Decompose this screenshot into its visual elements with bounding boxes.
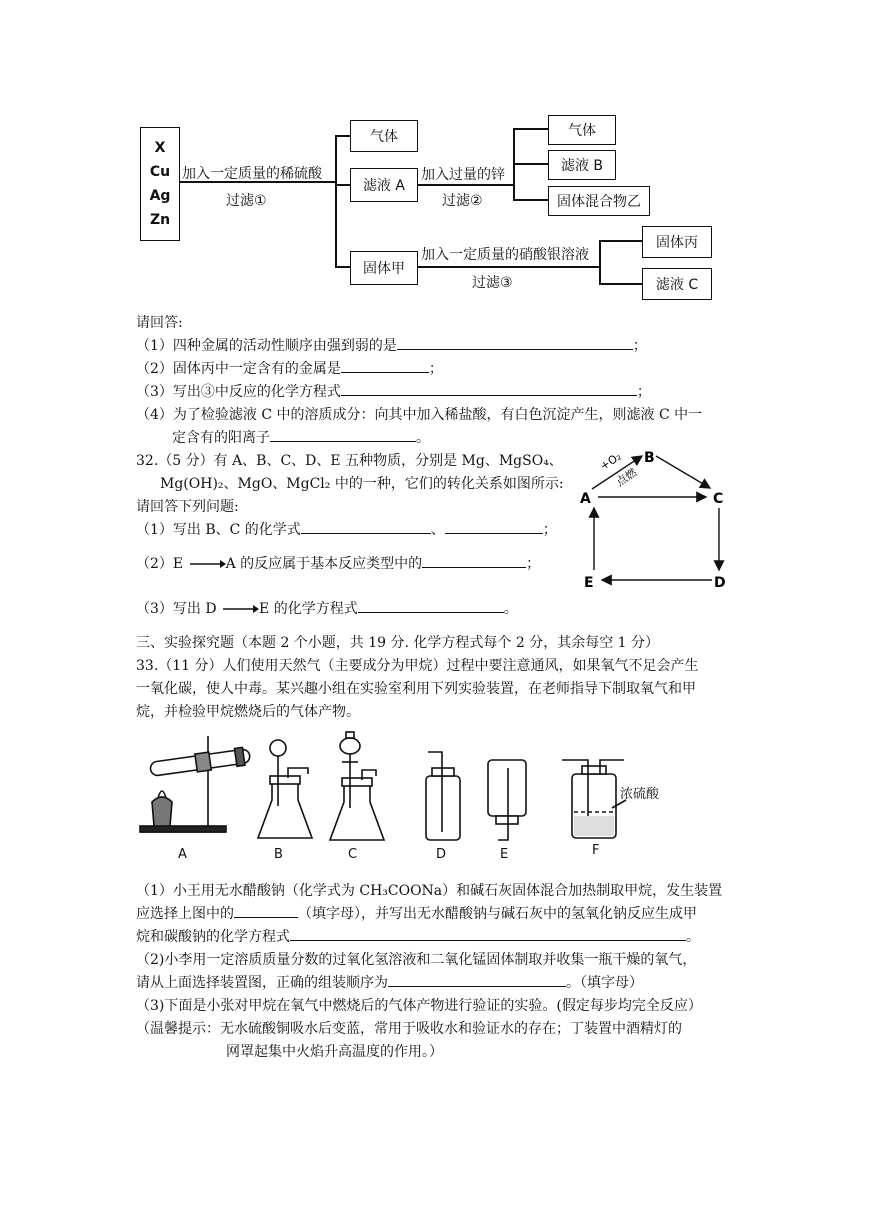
right-arrow-icon <box>221 604 259 614</box>
q33-sub-2-line-1: （2)小李用一定溶质质量分数的过氧化氢溶液和二氧化锰固体制取并收集一瓶干燥的氧气， <box>136 952 697 968</box>
q33-line-2: 一氧化碳，使人中毒。某兴趣小组在实验室利用下列实验装置，在老师指导下制取氧气和甲 <box>136 681 696 697</box>
solid-jia-box: 固体甲 <box>350 251 418 285</box>
apparatus-label-f: F <box>592 843 600 858</box>
step2-label: 加入过量的锌 <box>421 167 505 183</box>
q31-prompt: 请回答: <box>136 315 183 331</box>
gas-box-1: 气体 <box>350 120 418 152</box>
apparatus-label-a: A <box>178 847 187 862</box>
node-c: C <box>713 491 724 507</box>
q31-item-4-cont: 定含有的阳离子 。 <box>172 427 430 447</box>
answer-blank[interactable] <box>445 519 543 534</box>
q33-tip-line-2: 网罩起集中火焰升高温度的作用。） <box>226 1044 443 1060</box>
arrow-label-ignite: 点燃 <box>613 465 640 489</box>
answer-blank[interactable] <box>388 972 566 987</box>
q32-line-1: 32.（5 分）有 A、B、C、D、E 五种物质，分别是 Mg、MgSO₄、 <box>136 453 563 469</box>
gas-box-2: 气体 <box>548 115 616 145</box>
apparatus-label-d: D <box>436 847 447 862</box>
q33-tip-line-1: （温馨提示：无水硫酸铜吸水后变蓝，常用于吸收水和验证水的存在；丁装置中酒精灯的 <box>136 1021 682 1037</box>
step2-filter: 过滤② <box>442 193 483 209</box>
metal-zn: Zn <box>149 212 171 228</box>
q31-item-1: （1）四种金属的活动性顺序由强到弱的是 ； <box>136 335 647 355</box>
node-a: A <box>580 491 591 507</box>
metal-cu: Cu <box>149 164 171 180</box>
step1-filter: 过滤① <box>226 193 267 209</box>
answer-blank[interactable] <box>358 598 504 613</box>
conversion-diagram <box>572 444 742 604</box>
answer-blank[interactable] <box>397 335 633 350</box>
metals-box <box>140 127 180 241</box>
answer-blank[interactable] <box>290 926 686 941</box>
q31-item-4: （4）为了检验滤液 C 中的溶质成分：向其中加入稀盐酸，有白色沉淀产生，则滤液 C 中一 <box>136 407 703 423</box>
q33-sub-1-line-1: （1）小王用无水醋酸钠（化学式为 CH₃COONa）和碱石灰固体混合加热制取甲烷，发生装置 <box>136 883 723 899</box>
answer-blank[interactable] <box>234 903 298 918</box>
filtrate-a-box: 滤液 A <box>350 168 418 202</box>
metal-x: X <box>154 140 166 156</box>
q33-sub-2-line-2: 请从上面选择装置图，正确的组装顺序为 。（填字母） <box>136 972 643 992</box>
q33-line-1: 33.（11 分）人们使用天然气（主要成分为甲烷）过程中要注意通风，如果氧气不足会产生 <box>136 658 699 674</box>
answer-blank[interactable] <box>341 358 429 373</box>
apparatus-label-b: B <box>274 847 283 862</box>
answer-blank[interactable] <box>422 553 526 568</box>
section-3-heading: 三、实验探究题（本题 2 个小题，共 19 分. 化学方程式每个 2 分，其余每空 1 分） <box>136 635 660 651</box>
q31-item-3: （3）写出③中反应的化学方程式 ； <box>136 381 651 401</box>
arrow-label-o2: +O₂ <box>597 449 624 473</box>
q32-sub-2: （2）E A 的反应属于基本反应类型中的 ； <box>136 553 540 573</box>
solid-bing-box: 固体丙 <box>642 226 712 258</box>
q32-sub-1: （1）写出 B、C 的化学式 、 ； <box>136 519 557 539</box>
answer-blank[interactable] <box>301 519 431 534</box>
step1-label: 加入一定质量的稀硫酸 <box>182 166 322 182</box>
node-b: B <box>644 450 655 466</box>
q33-line-3: 烷，并检验甲烷燃烧后的气体产物。 <box>136 704 360 720</box>
answer-blank[interactable] <box>270 427 416 442</box>
q33-sub-1-line-3: 烷和碳酸钠的化学方程式 。 <box>136 926 700 946</box>
q33-sub-1-line-2: 应选择上图中的 （填字母），并写出无水醋酸钠与碱石灰中的氢氧化钠反应生成甲 <box>136 903 697 923</box>
q32-line-2: Mg(OH)₂、MgO、MgCl₂ 中的一种，它们的转化关系如图所示: <box>160 476 564 492</box>
apparatus-figure <box>136 728 676 868</box>
q32-sub-3: （3）写出 D E 的化学方程式 。 <box>136 598 518 618</box>
q33-sub-3: （3)下面是小张对甲烷在氧气中燃烧后的气体产物进行验证的实验。(假定每步均完全反应） <box>136 998 702 1014</box>
metal-ag: Ag <box>149 188 171 204</box>
filtrate-b-box: 滤液 B <box>548 150 616 180</box>
step3-label: 加入一定质量的硝酸银溶液 <box>421 247 589 263</box>
q32-prompt: 请回答下列问题: <box>136 499 239 515</box>
step3-filter: 过滤③ <box>472 275 513 291</box>
node-d: D <box>714 575 726 591</box>
conc-sulfuric-acid-label: 浓硫酸 <box>620 787 660 802</box>
filtrate-c-box: 滤液 C <box>642 268 712 300</box>
node-e: E <box>584 575 594 591</box>
answer-blank[interactable] <box>341 381 637 396</box>
q31-item-2: （2）固体丙中一定含有的金属是 ； <box>136 358 443 378</box>
apparatus-label-c: C <box>348 847 358 862</box>
solid-mix-yi-box: 固体混合物乙 <box>548 186 650 216</box>
right-arrow-icon <box>188 559 226 569</box>
apparatus-label-e: E <box>500 847 509 862</box>
